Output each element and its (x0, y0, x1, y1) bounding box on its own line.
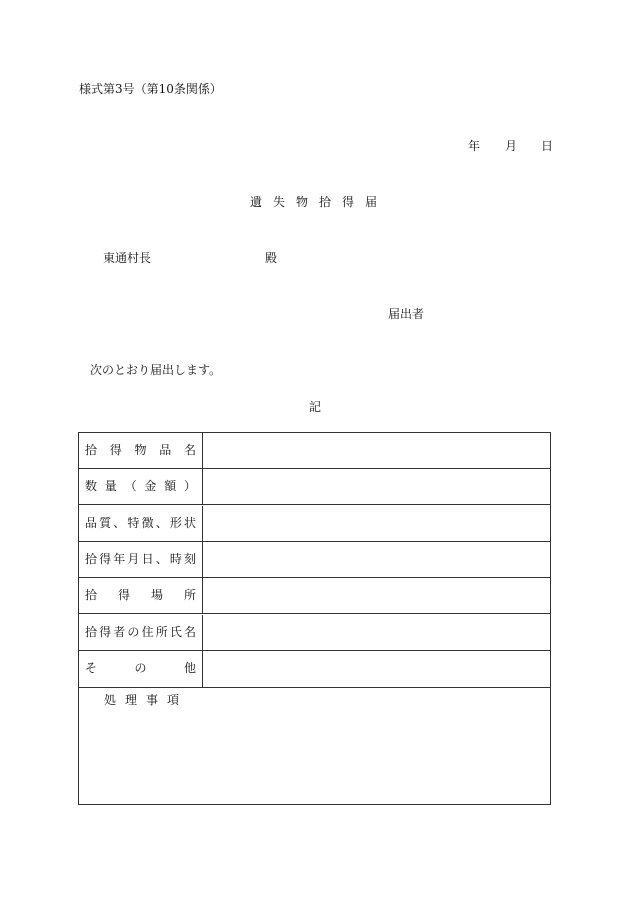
label-char: 、 (155, 516, 168, 530)
table-row (79, 542, 550, 578)
row-value-cell[interactable] (203, 651, 550, 687)
processing-cell[interactable] (79, 688, 550, 804)
row-label (85, 516, 196, 530)
form-table (78, 432, 551, 805)
label-char: 他 (183, 661, 196, 675)
row-label (85, 625, 196, 639)
row-value-cell[interactable] (203, 506, 550, 541)
row-label (85, 588, 196, 602)
label-char: 、 (113, 516, 126, 530)
row-value-cell[interactable] (203, 469, 550, 504)
label-char: 場 (150, 588, 163, 602)
label-char: 金 (144, 479, 157, 493)
label-char: 者 (113, 625, 126, 639)
label-char: （ (124, 479, 137, 493)
row-value-cell[interactable] (203, 578, 550, 613)
document-title: 遺失物拾得届 (250, 195, 389, 209)
row-label-cell (79, 651, 203, 687)
label-char: 形 (169, 516, 182, 530)
row-label-cell (79, 469, 203, 504)
label-char: 日 (141, 552, 154, 566)
row-label (85, 552, 196, 566)
label-char: 所 (155, 625, 168, 639)
date-day-label: 日 (541, 139, 554, 153)
table-row (79, 433, 550, 469)
processing-label: 処理事項 (104, 693, 189, 707)
label-char: 名 (183, 443, 196, 457)
row-label-cell (79, 615, 203, 650)
row-label-cell (79, 578, 203, 613)
label-char: 拾 (85, 588, 98, 602)
label-char: 得 (109, 443, 122, 457)
honorific: 殿 (265, 251, 278, 265)
label-char: 額 (164, 479, 177, 493)
label-char: 拾 (85, 443, 98, 457)
row-label-cell (79, 433, 203, 468)
label-char: 物 (134, 443, 147, 457)
label-char: 所 (183, 588, 196, 602)
row-value-cell[interactable] (203, 433, 550, 468)
label-char: 状 (183, 516, 196, 530)
ki-heading: 記 (309, 400, 322, 414)
label-char: 徴 (141, 516, 154, 530)
date-month-label: 月 (505, 139, 518, 153)
table-row (79, 651, 550, 688)
label-char: 量 (104, 479, 117, 493)
label-char: そ (85, 661, 98, 675)
label-char: 時 (169, 552, 182, 566)
label-char: 、 (155, 552, 168, 566)
label-char: 品 (159, 443, 172, 457)
row-label-cell (79, 506, 203, 541)
row-label (85, 479, 196, 493)
label-char: 得 (117, 588, 130, 602)
label-char: 特 (127, 516, 140, 530)
row-value-cell[interactable] (203, 615, 550, 650)
label-char: 名 (183, 625, 196, 639)
label-char: 拾 (85, 552, 98, 566)
label-char: 品 (85, 516, 98, 530)
row-label-cell (79, 542, 203, 577)
table-row (79, 469, 550, 505)
label-char: ） (183, 479, 196, 493)
date-year-label: 年 (468, 139, 481, 153)
label-char: 質 (99, 516, 112, 530)
addressee: 東通村長 (103, 251, 152, 265)
applicant-label: 届出者 (388, 307, 425, 321)
form-number: 様式第3号（第10条関係） (79, 82, 222, 96)
label-char: の (134, 661, 147, 675)
row-label (85, 443, 196, 457)
table-row (79, 578, 550, 614)
label-char: 氏 (169, 625, 182, 639)
label-char: 数 (85, 479, 98, 493)
label-char: の (127, 625, 140, 639)
label-char: 得 (99, 625, 112, 639)
row-value-cell[interactable] (203, 542, 550, 577)
label-char: 月 (127, 552, 140, 566)
label-char: 刻 (183, 552, 196, 566)
label-char: 得 (99, 552, 112, 566)
label-char: 拾 (85, 625, 98, 639)
table-row (79, 506, 550, 542)
intro-text: 次のとおり届出します。 (90, 363, 222, 377)
row-label (85, 661, 196, 675)
table-row (79, 615, 550, 651)
label-char: 年 (113, 552, 126, 566)
label-char: 住 (141, 625, 154, 639)
